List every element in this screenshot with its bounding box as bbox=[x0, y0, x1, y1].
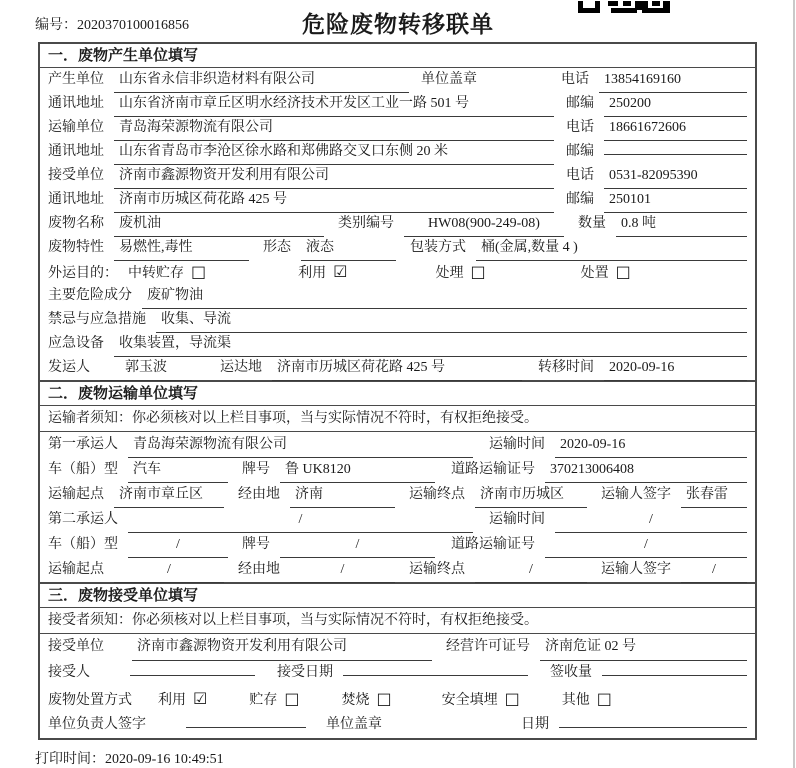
via1-label: 经由地 bbox=[238, 487, 280, 502]
option-label: 中转贮存 bbox=[128, 266, 184, 281]
qr-code-icon bbox=[578, 0, 670, 18]
hazard-value: 废矿物油 bbox=[142, 284, 747, 309]
manager-sign-row bbox=[40, 712, 755, 738]
end2-label: 运输终点 bbox=[409, 562, 465, 577]
transporter-address-label: 通讯地址 bbox=[48, 144, 104, 159]
doc-number-value: 2020370100016856 bbox=[77, 18, 189, 33]
origin1-label: 运输起点 bbox=[48, 487, 104, 502]
plate1-value: 鲁 UK8120 bbox=[280, 457, 435, 483]
receiver-phone-label: 电话 bbox=[566, 168, 594, 183]
sign2-value: / bbox=[681, 557, 747, 583]
carrier2-label: 第二承运人 bbox=[48, 512, 118, 527]
producer-address-label: 通讯地址 bbox=[48, 96, 104, 111]
form-value: 液态 bbox=[301, 236, 396, 261]
transporter-label: 运输单位 bbox=[48, 120, 104, 135]
packaging-label: 包装方式 bbox=[410, 240, 466, 255]
receiver-row bbox=[40, 164, 755, 188]
transport-time1-label: 运输时间 bbox=[489, 437, 545, 452]
section-receiver bbox=[38, 582, 757, 740]
vehicle2-value: / bbox=[128, 532, 228, 558]
document-header bbox=[0, 0, 796, 40]
form-label: 形态 bbox=[263, 240, 291, 255]
destination-value: 济南市历城区荷花路 425 号 bbox=[272, 356, 522, 381]
producer-zip-label: 邮编 bbox=[566, 96, 594, 111]
disposal-row bbox=[40, 686, 755, 712]
traits-label: 废物特性 bbox=[48, 240, 104, 255]
option-label: 处置 bbox=[580, 266, 609, 281]
checkbox-unchecked-icon: □ bbox=[470, 262, 486, 281]
quantity-value: 0.8 吨 bbox=[616, 212, 747, 237]
carrier1-row bbox=[40, 432, 755, 457]
transport-time2-label: 运输时间 bbox=[489, 512, 545, 527]
checkbox-unchecked-icon: □ bbox=[284, 689, 300, 708]
category-value: HW08(900-249-08) bbox=[404, 212, 564, 237]
transporter-row bbox=[40, 116, 755, 140]
disposal-label: 废物处置方式 bbox=[48, 693, 132, 708]
via2-value: / bbox=[290, 557, 395, 583]
license-value: 济南危证 02 号 bbox=[540, 634, 747, 661]
receiver-zip-label: 邮编 bbox=[566, 192, 594, 207]
section2-title: 二．废物运输单位填写 bbox=[40, 382, 755, 406]
purpose-option-treat bbox=[435, 260, 485, 286]
shipper-value: 郭玉波 bbox=[100, 356, 192, 381]
vehicle2-label: 车（船）型 bbox=[48, 537, 118, 552]
acceptor-value bbox=[130, 675, 255, 676]
transporter-phone-value: 18661672606 bbox=[604, 116, 747, 141]
receiver-address-value: 济南市历城区荷花路 425 号 bbox=[114, 188, 554, 213]
vehicle1-row bbox=[40, 457, 755, 482]
equipment-value: 收集装置，导流渠 bbox=[114, 332, 747, 357]
receiver-zip-value: 250101 bbox=[604, 188, 747, 213]
checkbox-unchecked-icon: □ bbox=[504, 689, 520, 708]
date-label: 日期 bbox=[521, 717, 549, 732]
traits-value: 易燃性,毒性 bbox=[114, 236, 249, 261]
print-time bbox=[35, 748, 224, 768]
receiver-address-label: 通讯地址 bbox=[48, 192, 104, 207]
transporter-notice-label: 运输者须知： bbox=[48, 411, 132, 426]
carrier2-row bbox=[40, 507, 755, 532]
transport-time1-value: 2020-09-16 bbox=[555, 432, 747, 458]
transporter-address-value: 山东省青岛市李沧区徐水路和郑佛路交叉口东侧 20 米 bbox=[114, 140, 554, 165]
manager-sign-value bbox=[186, 727, 306, 728]
producer-phone-value: 13854169160 bbox=[599, 68, 747, 93]
route1-row bbox=[40, 482, 755, 507]
transporter-zip-value bbox=[604, 154, 747, 155]
producer-seal-label: 单位盖章 bbox=[421, 72, 477, 87]
accept-unit-row bbox=[40, 634, 755, 660]
option-label: 其他 bbox=[561, 693, 590, 708]
route2-row bbox=[40, 557, 755, 582]
carrier2-value: / bbox=[128, 507, 473, 533]
sign1-label: 运输人签字 bbox=[601, 487, 671, 502]
received-qty-label: 签收量 bbox=[550, 665, 592, 680]
transfer-time-value: 2020-09-16 bbox=[604, 356, 747, 381]
purpose-label: 外运目的： bbox=[48, 266, 118, 281]
packaging-value: 桶(金属,数量 4 ) bbox=[476, 236, 747, 261]
section3-title: 三．废物接受单位填写 bbox=[40, 584, 755, 608]
via2-label: 经由地 bbox=[238, 562, 280, 577]
page-title: 危险废物转移联单 bbox=[302, 11, 494, 37]
receiver-label: 接受单位 bbox=[48, 168, 104, 183]
option-label: 利用 bbox=[298, 266, 327, 281]
disposal-option-utilize bbox=[158, 686, 207, 714]
carrier1-value: 青岛海荣源物流有限公司 bbox=[128, 432, 473, 458]
end2-value: / bbox=[475, 557, 587, 583]
waste-name-row bbox=[40, 212, 755, 236]
taboo-row bbox=[40, 308, 755, 332]
section1-title: 一．废物产生单位填写 bbox=[40, 44, 755, 68]
print-time-label: 打印时间： bbox=[35, 752, 105, 767]
hazard-row bbox=[40, 284, 755, 308]
via1-value: 济南 bbox=[290, 482, 395, 508]
disposal-option-store bbox=[249, 686, 299, 714]
accept-unit-label: 接受单位 bbox=[48, 639, 104, 654]
transporter-zip-label: 邮编 bbox=[566, 144, 594, 159]
equipment-label: 应急设备 bbox=[48, 336, 104, 351]
shipper-row bbox=[40, 356, 755, 380]
plate2-value: / bbox=[280, 532, 435, 558]
receiver-phone-value: 0531-82095390 bbox=[604, 164, 747, 189]
sign1-value: 张春雷 bbox=[681, 482, 747, 508]
vehicle1-label: 车（船）型 bbox=[48, 462, 118, 477]
road-permit1-value: 370213006408 bbox=[545, 457, 747, 483]
acceptor-label: 接受人 bbox=[48, 665, 90, 680]
purpose-row bbox=[40, 260, 755, 284]
unit-seal-label: 单位盖章 bbox=[326, 717, 382, 732]
manager-sign-label: 单位负责人签字 bbox=[48, 717, 146, 732]
option-label: 安全填埋 bbox=[441, 693, 498, 708]
receiver-value: 济南市鑫源物资开发利用有限公司 bbox=[114, 164, 554, 189]
plate1-label: 牌号 bbox=[242, 462, 270, 477]
disposal-option-landfill bbox=[442, 686, 520, 714]
checkbox-unchecked-icon: □ bbox=[615, 262, 631, 281]
option-label: 利用 bbox=[158, 693, 186, 708]
taboo-value: 收集、导流 bbox=[156, 308, 747, 333]
sign2-label: 运输人签字 bbox=[601, 562, 671, 577]
accept-date-label: 接受日期 bbox=[277, 665, 333, 680]
print-time-value: 2020-09-16 10:49:51 bbox=[105, 752, 224, 767]
receiver-notice-label: 接受者须知： bbox=[48, 613, 132, 628]
date-value bbox=[559, 727, 747, 728]
producer-address-value: 山东省济南市章丘区明水经济技术开发区工业一路 501 号 bbox=[114, 92, 554, 117]
option-label: 处理 bbox=[435, 266, 464, 281]
doc-number-label: 编号： bbox=[35, 18, 77, 33]
destination-label: 运达地 bbox=[220, 360, 262, 375]
receiver-notice-row bbox=[40, 608, 755, 634]
option-label: 焚烧 bbox=[341, 693, 370, 708]
vehicle1-value: 汽车 bbox=[128, 457, 228, 483]
waste-name-value: 废机油 bbox=[114, 212, 324, 237]
shipper-label: 发运人 bbox=[48, 360, 90, 375]
road-permit2-label: 道路运输证号 bbox=[451, 537, 535, 552]
plate2-label: 牌号 bbox=[242, 537, 270, 552]
transporter-value: 青岛海荣源物流有限公司 bbox=[114, 116, 554, 141]
acceptor-row bbox=[40, 660, 755, 686]
transfer-manifest-form bbox=[38, 42, 757, 740]
checkbox-unchecked-icon: □ bbox=[191, 262, 207, 281]
purpose-option-dispose bbox=[581, 260, 631, 286]
producer-zip-value: 250200 bbox=[604, 92, 747, 117]
transfer-time-label: 转移时间 bbox=[538, 360, 594, 375]
page-right-edge bbox=[793, 0, 795, 768]
category-label: 类别编号 bbox=[338, 216, 394, 231]
checkbox-unchecked-icon: □ bbox=[596, 689, 612, 708]
license-label: 经营许可证号 bbox=[446, 639, 530, 654]
carrier1-label: 第一承运人 bbox=[48, 437, 118, 452]
purpose-option-transfer-storage bbox=[128, 260, 206, 286]
checkbox-checked-icon: ☑ bbox=[193, 689, 208, 708]
producer-row bbox=[40, 68, 755, 92]
vehicle2-row bbox=[40, 532, 755, 557]
producer-phone-label: 电话 bbox=[561, 72, 589, 87]
end1-value: 济南市历城区 bbox=[475, 482, 587, 508]
origin1-value: 济南市章丘区 bbox=[114, 482, 224, 508]
receiver-address-row bbox=[40, 188, 755, 212]
producer-value: 山东省永信非织造材料有限公司 bbox=[114, 68, 409, 93]
transporter-phone-label: 电话 bbox=[566, 120, 594, 135]
transport-time2-value: / bbox=[555, 507, 747, 533]
transporter-notice-text: 你必须核对以上栏目事项，当与实际情况不符时，有权拒绝接受。 bbox=[132, 411, 538, 426]
received-qty-value bbox=[602, 675, 747, 676]
producer-address-row bbox=[40, 92, 755, 116]
origin2-value: / bbox=[114, 557, 224, 583]
end1-label: 运输终点 bbox=[409, 487, 465, 502]
road-permit1-label: 道路运输证号 bbox=[451, 462, 535, 477]
waste-traits-row bbox=[40, 236, 755, 260]
accept-date-value bbox=[343, 675, 528, 676]
accept-unit-value: 济南市鑫源物资开发利用有限公司 bbox=[132, 634, 432, 661]
checkbox-checked-icon: ☑ bbox=[333, 262, 348, 281]
equipment-row bbox=[40, 332, 755, 356]
disposal-option-incinerate bbox=[341, 686, 391, 714]
waste-name-label: 废物名称 bbox=[48, 216, 104, 231]
section-transporter bbox=[38, 380, 757, 584]
purpose-option-utilize bbox=[298, 260, 347, 286]
receiver-notice-text: 你必须核对以上栏目事项，当与实际情况不符时，有权拒绝接受。 bbox=[132, 613, 538, 628]
section-producer bbox=[38, 42, 757, 382]
quantity-label: 数量 bbox=[578, 216, 606, 231]
road-permit2-value: / bbox=[545, 532, 747, 558]
producer-label: 产生单位 bbox=[48, 72, 104, 87]
transporter-address-row bbox=[40, 140, 755, 164]
checkbox-unchecked-icon: □ bbox=[376, 689, 392, 708]
disposal-option-other bbox=[562, 686, 612, 714]
origin2-label: 运输起点 bbox=[48, 562, 104, 577]
hazard-label: 主要危险成分 bbox=[48, 288, 132, 303]
option-label: 贮存 bbox=[249, 693, 278, 708]
transporter-notice-row bbox=[40, 406, 755, 432]
taboo-label: 禁忌与应急措施 bbox=[48, 312, 146, 327]
